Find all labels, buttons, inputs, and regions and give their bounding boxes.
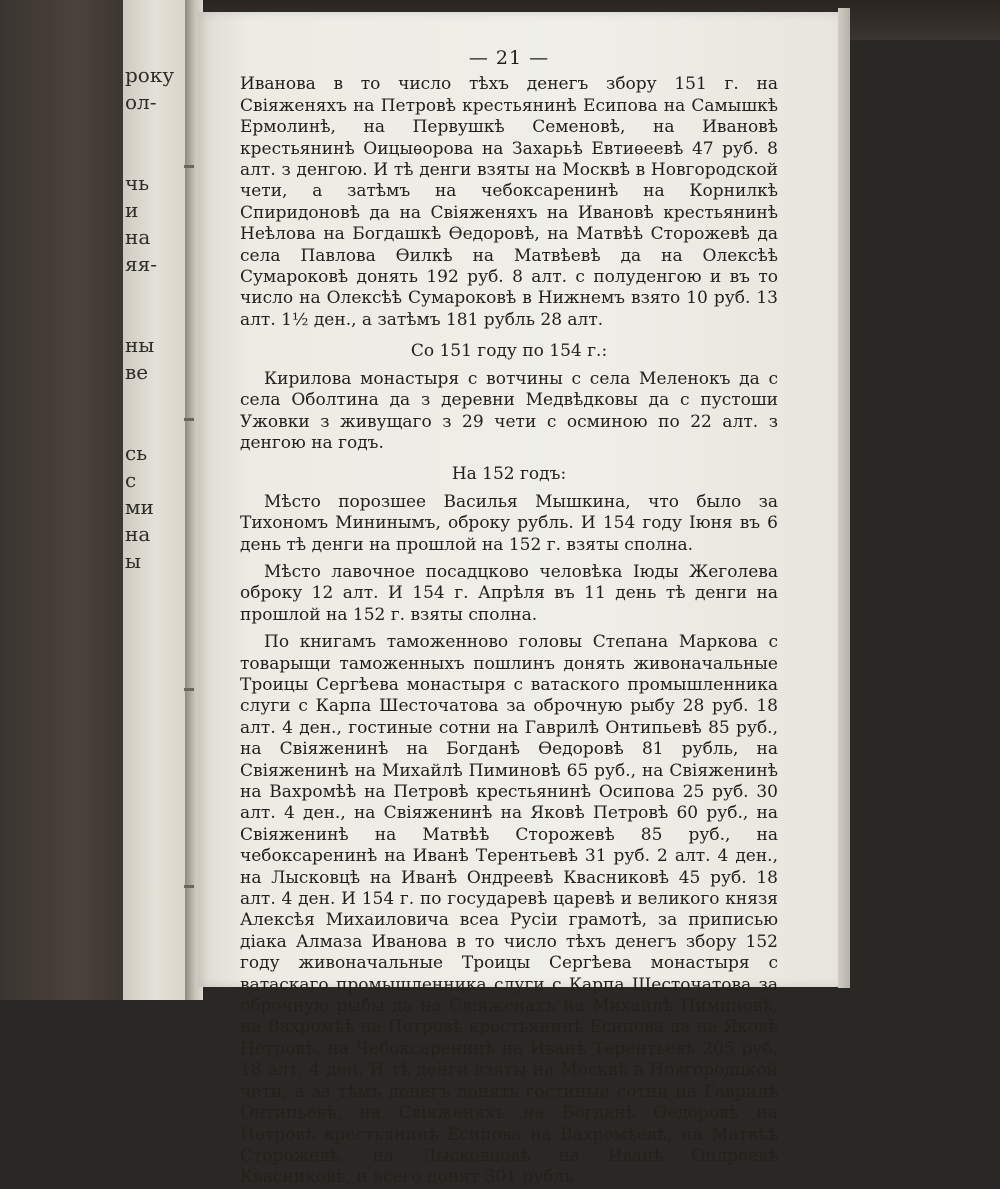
left-page-line xyxy=(125,1007,195,1034)
left-page-line: ол- xyxy=(125,90,157,114)
paragraph-list xyxy=(240,74,778,1188)
page-stack-edge xyxy=(838,8,850,988)
left-page-line: сь xyxy=(125,441,148,465)
section-heading: На 152 годъ: xyxy=(451,464,567,485)
page-number: — 21 — xyxy=(468,47,550,69)
left-page-line: яя- xyxy=(125,252,157,276)
left-page-line: с xyxy=(125,468,137,492)
page-text-block xyxy=(240,48,778,1189)
left-page-line: на xyxy=(125,225,151,249)
left-page-line: року xyxy=(125,63,175,87)
paragraph-gap xyxy=(240,331,778,341)
section-heading: Со 151 году по 154 г.: xyxy=(410,341,608,362)
left-page-line: и xyxy=(125,198,139,222)
binding-thread xyxy=(184,688,194,691)
binding-thread xyxy=(184,885,194,888)
left-page-line: на xyxy=(125,522,151,546)
binding-thread xyxy=(184,165,194,168)
left-page-line: ми xyxy=(125,495,154,519)
left-page-line: ы xyxy=(125,549,141,573)
paragraph: Кирилова монастыря с вотчины с села Меленокъ да с села Оболтина да з деревни Медвѣдковы да с пустоши Ужовки з живущаго з 29 чети с осминою по 22 алт. з денгою на годъ. xyxy=(240,368,778,453)
left-page-line: ве xyxy=(125,360,149,384)
left-page-line: ны xyxy=(125,333,155,357)
binding-thread xyxy=(184,418,194,421)
table-surface-left xyxy=(0,0,130,1000)
paragraph: Иванова в то число тѣхъ денегъ збору 151 г. на Свіяженяхъ на Петровѣ крестьянинѣ Есипова на Самышкѣ Ермолинѣ, на Первушкѣ Семеновѣ, на Ивановѣ крестьянинѣ Оицыѳорова на Захарьѣ Евтиѳеевѣ 47 руб. 8 алт. з денгою. И тѣ денги взяты на Москвѣ в Новгородской чети, а затѣмъ на чебоксаренинѣ на Корнилкѣ Спиридоновѣ да на Свіяженяхъ на Ивановѣ крестьянинѣ Неѣлова на Богдашкѣ Ѳедоровѣ, на Матвѣѣ Сторожевѣ да села Павлова Ѳилкѣ на Матвѣевѣ да на Олексѣѣ Сумароковѣ донять 192 руб. 8 алт. с полуденгою и въ то число на Олексѣѣ Сумароковѣ в Нижнемъ взято 10 руб. 13 алт. 1½ ден., а затѣмъ 181 рубль 28 алт. xyxy=(240,74,778,330)
paragraph: Мѣсто лавочное посадцково человѣка Іюды Жеголева оброку 12 алт. И 154 г. Апрѣля въ 11 день тѣ денги на прошлой на 152 г. взяты сполна. xyxy=(240,561,778,625)
paragraph-gap xyxy=(240,454,778,464)
paragraph: Мѣсто порозшее Василья Мышкина, что было за Тихономъ Мининымъ, оброку рубль. И 154 году Іюня въ 6 день тѣ денги на прошлой на 152 г. взяты сполна. xyxy=(240,491,778,555)
left-page-line: чь xyxy=(125,171,150,195)
paragraph: По книгамъ таможенново головы Степана Маркова с товарыщи таможенныхъ пошлинъ донять живоначальные Троицы Сергѣева монастыря с ватаского промышленника слуги с Карпа Шесточатова за оброчную рыбу 28 руб. 18 алт. 4 ден., гостиные сотни на Гаврилѣ Онтипьевѣ 85 руб., на Свіяженинѣ на Богданѣ Ѳедоровѣ 81 рубль, на Свіяженинѣ на Михайлѣ Пиминовѣ 65 руб., на Свіяженинѣ на Вахромѣѣ на Петровѣ крестьянинѣ Осипова 25 руб. 30 алт. 4 ден., на Свіяженинѣ на Яковѣ Петровѣ 60 руб., на Свіяженинѣ на Матвѣѣ Сторожевѣ 85 руб., на чебоксаренинѣ на Иванѣ Терентьевѣ 31 руб. 2 алт. 4 ден., на Лысковцѣ на Иванѣ Ондреевѣ Квасниковѣ 45 руб. 18 алт. 4 ден. И 154 г. по государевѣ царевѣ и великого князя Алексѣя Михаиловича всеа Русіи грамотѣ, за приписью діака Алмаза Иванова в то число тѣхъ денегъ збору 152 году живоначальные Троицы Сергѣева монастыря с ватаскаго промышленника слуги с Карпа Шесточатова за оброчную рыбы да на Свіяженахъ на Михайлѣ Пиминовѣ, на Вахромѣѣ на Петровѣ крестьянинѣ Есипова да на Яковѣ Петровѣ, на Чебоксаренинѣ на Иванѣ Терентьевѣ 205 руб. 18 алт. 4 ден. И тѣ денги взяты на Москвѣ в Новгородцкой чети, а за тѣмъ денегъ донять гостиные сотни на Гаврилѣ Онтипьевѣ, на Свіяженяхъ на Богданѣ Ѳедоровѣ на Петровѣ крестьянинѣ Есипова на Вахромѣевѣ, на Матвѣѣ Сторожевѣ, на Лысковцовѣ на Иванѣ Ондреевѣ Квасниковѣ, и всего донят 301 рубль. xyxy=(240,632,778,1188)
